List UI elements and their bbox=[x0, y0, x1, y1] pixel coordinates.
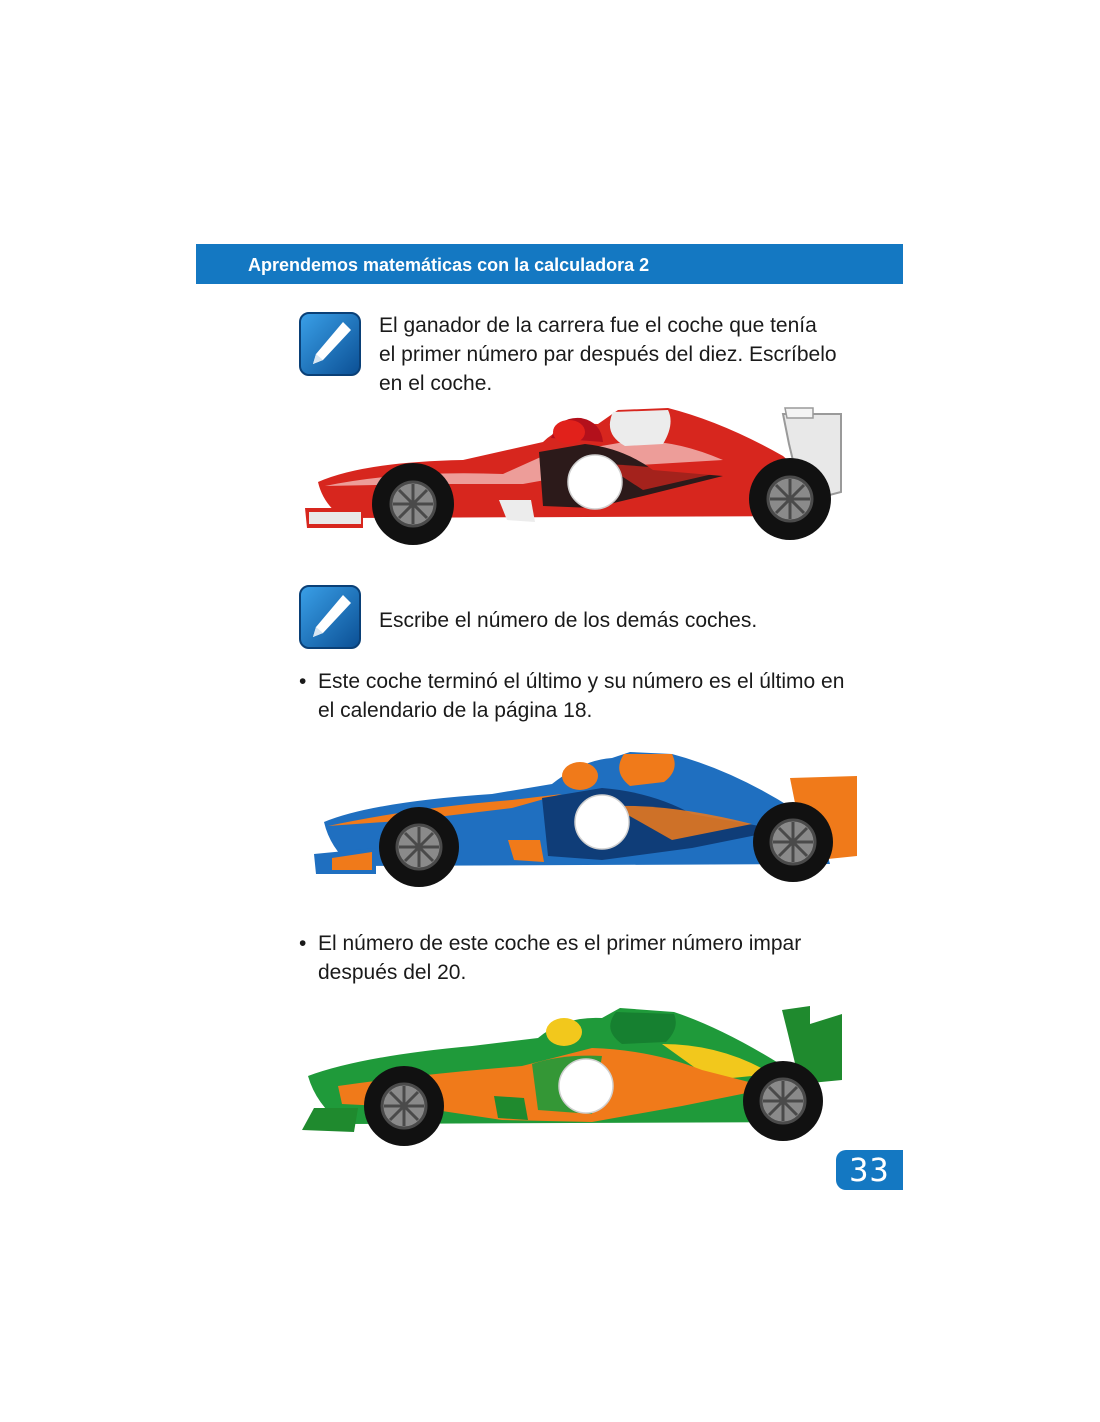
page-number: 33 bbox=[836, 1150, 903, 1190]
pencil-icon bbox=[299, 585, 361, 649]
header-bar bbox=[196, 244, 903, 284]
green-race-car-illustration bbox=[302, 1004, 847, 1150]
bullet-marker: • bbox=[299, 670, 307, 693]
bullet-2-line-1: El número de este coche es el primer número impar bbox=[318, 932, 802, 955]
blue-race-car-illustration bbox=[312, 748, 857, 890]
header-title: Aprendemos matemáticas con la calculadora 2 bbox=[248, 255, 650, 275]
exercise-2-instruction: Escribe el número de los demás coches. bbox=[379, 609, 758, 632]
bullet-1-line-2: el calendario de la página 18. bbox=[318, 699, 593, 722]
pencil-icon bbox=[299, 312, 361, 376]
bullet-1-line-1: Este coche terminó el último y su número es el último en bbox=[318, 670, 845, 693]
red-race-car-illustration bbox=[303, 404, 848, 550]
bullet-2-line-2: después del 20. bbox=[318, 961, 467, 984]
exercise-1-line-3: en el coche. bbox=[379, 372, 493, 395]
bullet-marker: • bbox=[299, 932, 307, 955]
exercise-1-line-2: el primer número par después del diez. Escríbelo bbox=[379, 343, 837, 366]
exercise-1-line-1: El ganador de la carrera fue el coche que tenía bbox=[379, 314, 817, 337]
